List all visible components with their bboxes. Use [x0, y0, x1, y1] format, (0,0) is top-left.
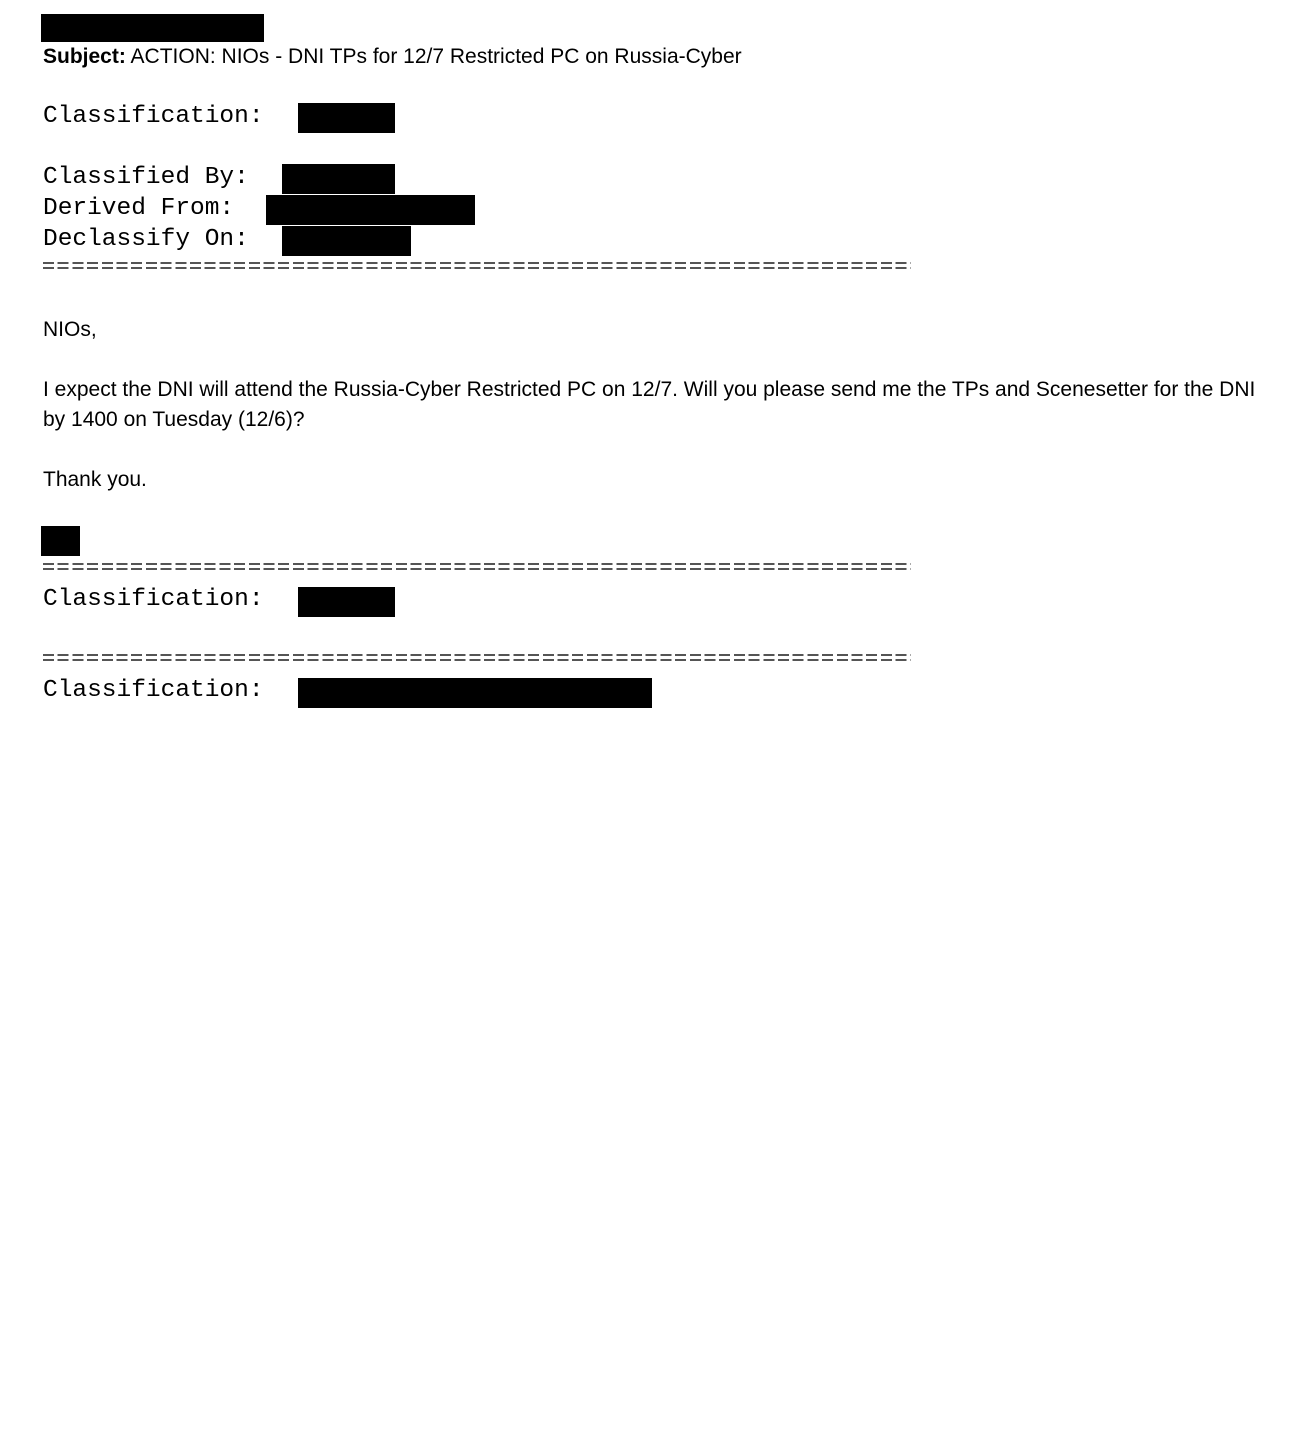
redacted-classification [298, 103, 395, 133]
separator-rule-1 [43, 262, 911, 273]
body-paragraph: I expect the DNI will attend the Russia-Cyber Restricted PC on 12/7. Will you please send me the TPs and Scenesetter for the DNI by 1400 on Tuesday (12/6)? [43, 378, 1256, 431]
classified-by-label: Classified By: [43, 164, 249, 191]
redacted-footer-classification-2 [298, 678, 652, 708]
redacted-signature [41, 526, 80, 556]
salutation: NIOs, [43, 318, 97, 341]
subject-text: ACTION: NIOs - DNI TPs for 12/7 Restricted PC on Russia-Cyber [130, 45, 742, 68]
classification-label: Classification: [43, 103, 264, 130]
separator-rule-2 [43, 563, 911, 574]
subject-label: Subject: [43, 45, 126, 68]
separator-rule-3 [43, 654, 911, 665]
redacted-sender [41, 14, 264, 42]
redacted-classified-by [282, 164, 395, 194]
declassify-on-label: Declassify On: [43, 226, 249, 253]
redacted-declassify-on [282, 226, 411, 256]
derived-from-label: Derived From: [43, 195, 235, 222]
footer-classification-label-2: Classification: [43, 677, 264, 704]
redacted-footer-classification-1 [298, 587, 395, 617]
closing: Thank you. [43, 468, 147, 491]
footer-classification-label-1: Classification: [43, 586, 264, 613]
redacted-derived-from [266, 195, 475, 225]
subject-line [43, 42, 742, 72]
